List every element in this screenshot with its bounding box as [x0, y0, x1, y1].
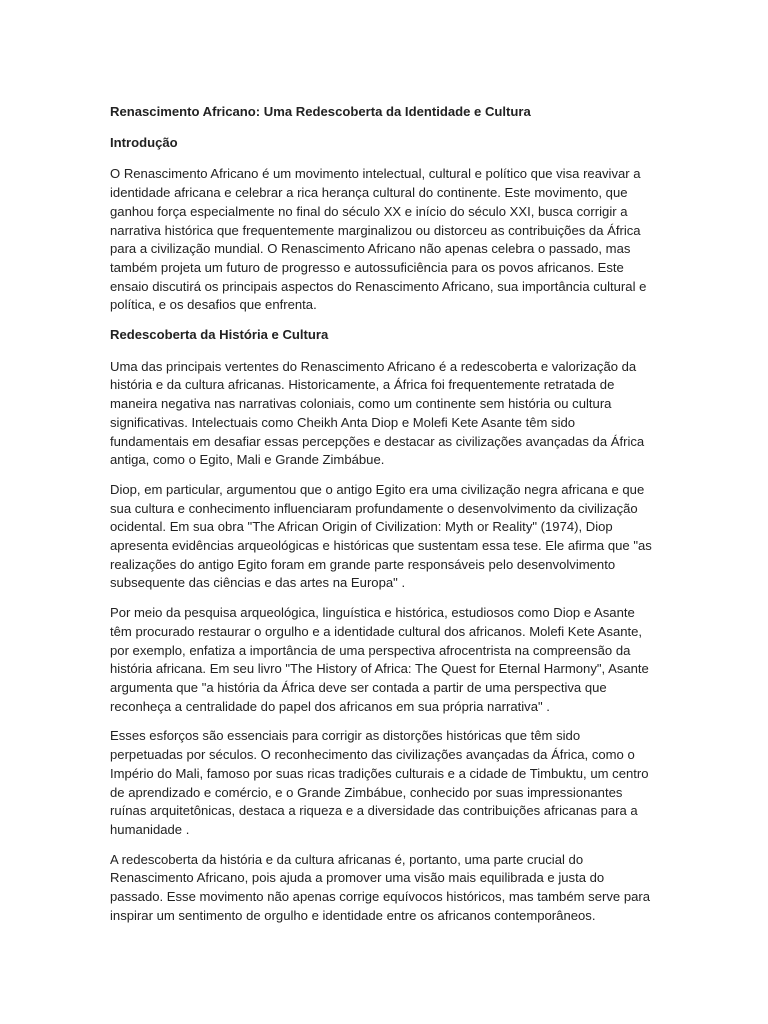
- section-heading: Redescoberta da História e Cultura: [110, 327, 329, 343]
- paragraph: Diop, em particular, argumentou que o antigo Egito era uma civilização negra africana e que sua cultura e conhecimento influenciaram profundamente o desenvolvimento da civilização ocidental. Em sua obra "The African Origin of Civilization: Myth or Reality" (1974), Diop apresenta evidências arqueológicas e históricas que sustentam essa tese. Ele afirma que "as realizações do antigo Egito foram em grande parte responsáveis pelo desenvolvimento subsequente das ciências e das artes na Europa" .: [110, 481, 652, 591]
- paragraph: A redescoberta da história e da cultura africanas é, portanto, uma parte crucial do Renascimento Africano, pois ajuda a promover uma visão mais equilibrada e justa do passado. Esse movimento não apenas corrige equívocos históricos, mas também serve para inspirar um sentimento de orgulho e identidade entre os africanos contemporâneos.: [110, 851, 651, 923]
- section-heading: Introdução: [110, 134, 178, 150]
- section-rediscovery: [110, 326, 656, 925]
- paragraph: Por meio da pesquisa arqueológica, linguística e histórica, estudiosos como Diop e Asante têm procurado restaurar o orgulho e a identidade cultural dos africanos. Molefi Kete Asante, por exemplo, enfatiza a importância de uma perspectiva afrocentrista na compreensão da história africana. Em seu livro "The History of Africa: The Quest for Eternal Harmony", Asante argumenta que "a história da África deve ser contada a partir de uma perspectiva que reconheça a centralidade do papel dos africanos em sua própria narrativa" .: [110, 605, 649, 714]
- document-body: [110, 103, 656, 936]
- document-title: Renascimento Africano: Uma Redescoberta da Identidade e Cultura: [110, 104, 531, 119]
- section-introduction: [110, 134, 656, 315]
- paragraph: Uma das principais vertentes do Renascimento Africano é a redescoberta e valorização da história e da cultura africanas. Historicamente, a África foi frequentemente retratada de maneira negativa nas narrativas coloniais, como um continente sem história ou cultura significativas. Intelectuais como Cheikh Anta Diop e Molefi Kete Asante têm sido fundamentais em desafiar essas percepções e destacar as civilizações avançadas da África antiga, como o Egito, Mali e Grande Zimbábue.: [110, 358, 645, 468]
- paragraph: O Renascimento Africano é um movimento intelectual, cultural e político que visa reavivar a identidade africana e celebrar a rica herança cultural do continente. Este movimento, que ganhou força especialmente no final do século XX e início do século XXI, busca corrigir a narrativa histórica que frequentemente marginalizou ou distorceu as contribuições da África para a civilização mundial. O Renascimento Africano não apenas celebra o passado, mas também projeta um futuro de progresso e autossuficiência para os povos africanos. Este ensaio discutirá os principais aspectos do Renascimento Africano, sua importância cultural e política, e os desafios que enfrenta.: [110, 166, 647, 313]
- paragraph: Esses esforços são essenciais para corrigir as distorções históricas que têm sido perpetuadas por séculos. O reconhecimento das civilizações avançadas da África, como o Império do Mali, famoso por suas ricas tradições culturais e a cidade de Timbuktu, um centro de aprendizado e comércio, e o Grande Zimbábue, conhecido por suas impressionantes ruínas arquitetônicas, destaca a riqueza e a diversidade das contribuições africanas para a humanidade .: [110, 728, 649, 837]
